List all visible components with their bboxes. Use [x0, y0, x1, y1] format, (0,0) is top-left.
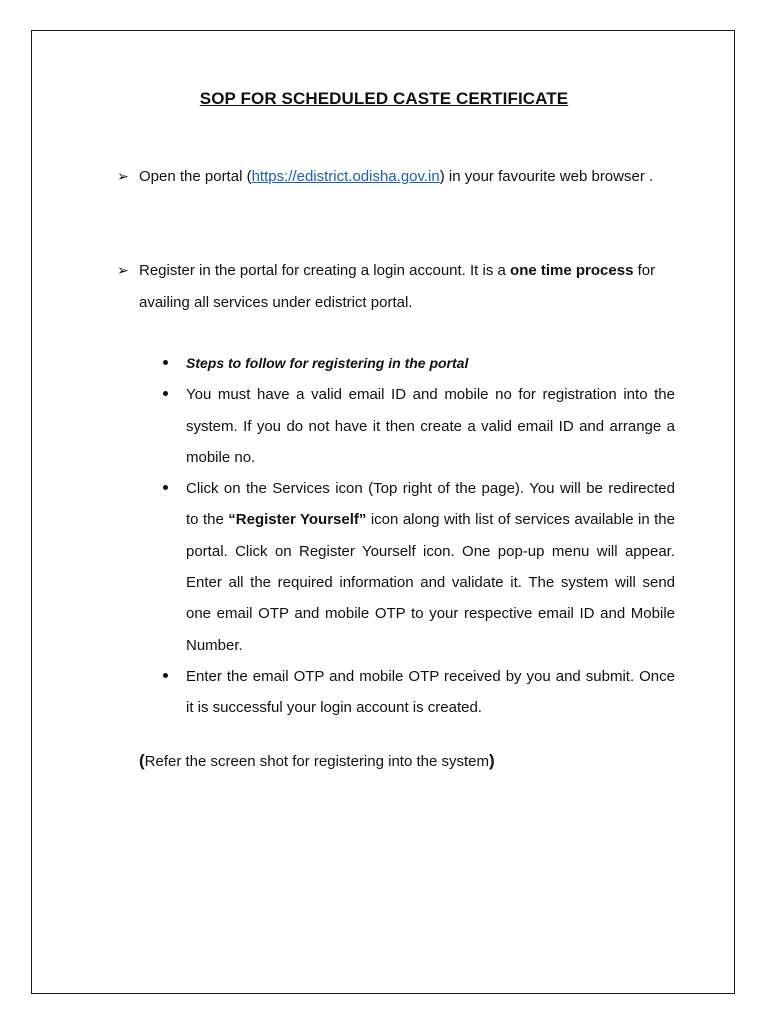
list-item-prefix: Click on the Services icon (Top right of the page). You will be redirected to the — [186, 480, 675, 529]
arrow-bullet-icon: ➢ — [117, 168, 129, 184]
refer-close-paren: ) — [489, 751, 495, 770]
bullet-dot-icon — [163, 391, 168, 396]
list-item-suffix: icon along with list of services available in the portal. Click on Register Yourself icon. One pop-up menu will appear. Enter all the required information and validate it. The system will send one email OTP and mobile OTP to your respective email ID and Mobile Number. — [186, 511, 675, 654]
arrow-bullet-icon: ➢ — [117, 262, 129, 278]
arrow-item-text — [139, 255, 677, 318]
bullet-dot-icon — [163, 673, 168, 678]
bullet-dot-icon — [163, 485, 168, 490]
list-item-text: Enter the email OTP and mobile OTP received by you and submit. Once it is successful your login account is created. — [186, 667, 675, 717]
list-item — [163, 379, 675, 473]
refer-open-paren: ( — [139, 751, 145, 770]
refer-note — [139, 747, 495, 776]
arrow-item-register — [117, 255, 677, 318]
arrow-item-open-portal — [117, 161, 677, 193]
list-item — [163, 661, 675, 724]
refer-text: Refer the screen shot for registering into the system — [144, 753, 489, 770]
bullet-dot-icon — [163, 360, 168, 365]
arrow-item-suffix: ) in your favourite web browser . — [439, 168, 654, 185]
list-item-bold: “Register Yourself” — [228, 511, 367, 529]
arrow-item-bold: one time process — [510, 262, 634, 279]
document-title: SOP FOR SCHEDULED CASTE CERTIFICATE — [199, 89, 569, 108]
portal-link[interactable]: https://edistrict.odisha.gov.in — [251, 168, 440, 185]
list-item-heading — [163, 348, 675, 379]
arrow-item-suffix: for availing all services under edistrict portal. — [139, 262, 656, 311]
list-item-text: You must have a valid email ID and mobile no for registration into the system. If you do not have it then create a valid email ID and arrange a mobile no. — [186, 386, 675, 466]
steps-heading: Steps to follow for registering in the portal — [186, 355, 469, 371]
list-item — [163, 473, 675, 661]
arrow-item-prefix: Open the portal ( — [139, 168, 252, 185]
steps-list — [163, 348, 675, 724]
arrow-item-prefix: Register in the portal for creating a login account. It is a — [139, 262, 511, 279]
arrow-item-text — [139, 161, 677, 193]
